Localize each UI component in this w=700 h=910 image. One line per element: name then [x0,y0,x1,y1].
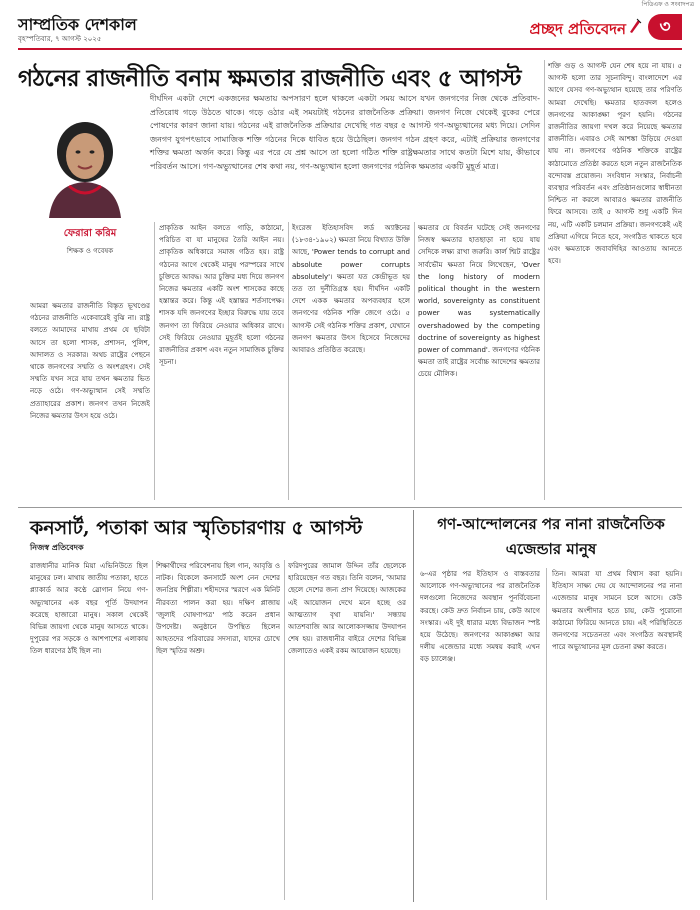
page-number: ৩ [648,14,682,40]
article2-column-3 [288,560,406,900]
column-divider [152,560,153,900]
newspaper-brand[interactable]: সাম্প্রতিক দেশকাল [18,15,137,34]
article2-headline: কনসার্ট, পতাকা আর স্মৃতিচারণায় ৫ আগস্ট [30,517,363,539]
body-text: ফরিদপুরের জামাল উদ্দিন তাঁর ছেলেকে হারিয়েছেন গত বছর। তিনি বলেন, 'আমার ছেলে দেশের জন্য প্রাণ দিয়েছে। আজকের এই আয়োজন দেখে মনে হচ্ছে ওর আত্মত্যাগ বৃথা যায়নি।' সন্ধ্যায় আতশবাজি আর আলোকসজ্জায় উদযাপন শেষ হয়। রাজধানীর বাইরে দেশের বিভিন্ন জেলাতেও একই রকম আয়োজন হয়েছে। [288,562,406,656]
body-text: ইংরেজ ইতিহাসবিদ লর্ড অ্যাক্টনের (১৮৩৪-১৯০২) ক্ষমতা নিয়ে বিখ্যাত উক্তি আছে, 'Power tends to corrupt and absolute power corrupts absolutely'। ক্ষমতা যত কেন্দ্রীভূত হয় তত তা দুর্নীতিগ্রস্ত হয়। দীর্ঘদিন একটি দেশে একক ক্ষমতার অপব্যবহার হলে জনগণের গঠনিক শক্তি জেগে ওঠে। ৫ আগস্ট সেই গঠনিক শক্তির প্রকাশ, যেখানে জনগণ ক্ষমতার উৎস হিসেবে নিজেদের আবারও প্রতিষ্ঠিত করেছে। [292,224,410,355]
body-text: প্রাকৃতিক আইন বলতে গাড়ি, কাঠামো, পরিচিত বা যা মানুষের তৈরি আইন নয়। প্রাকৃতিক অধিকারে সমাজ গঠিত হয়। রাষ্ট্র গঠনের আগে থেকেই মানুষ পরস্পরের সাথে চুক্তিতে আবদ্ধ। আর চুক্তির মধ্য দিয়ে জনগণ নিজের ক্ষমতার একটি অংশ শাসকের কাছে হস্তান্তর করে। কিন্তু এই হস্তান্তর শর্তসাপেক্ষ। শাসক যদি জনগণের ইচ্ছার বিরুদ্ধে যায় তবে জনগণ তা ফিরিয়ে নেওয়ার অধিকার রাখে। সেই ফিরিয়ে নেওয়ার মুহূর্তই হলো গঠনের রাজনীতির প্রকাশ এবং নতুন সামাজিক চুক্তির সূচনা। [159,224,284,367]
article2-byline: নিজস্ব প্রতিবেদক [30,543,84,552]
author-portrait [35,112,135,218]
body-text: তিন। আমরা যা প্রথম বিশ্বাস করা হয়নি। ইতিহাস সাক্ষ্য দেয় যে আন্দোলনের পর নানা এজেন্ডার মানুষ সামনে চলে আসে। কেউ ক্ষমতার অংশীদার হতে চায়, কেউ পুরোনো কাঠামো ফিরিয়ে আনতে চায়। এই পরিস্থিতিতে জনগণের সচেতনতা এবং সংগঠিত অবস্থানই পারে অভ্যুত্থানের মূল চেতনা রক্ষা করতে। [552,570,682,652]
article3-headline: গণ-আন্দোলনের পর নানা রাজনৈতিক এজেন্ডার মানুষ [437,515,665,558]
article1-column-1 [30,300,150,500]
column-divider [544,60,545,500]
dateline: বৃহস্পতিবার, ৭ আগস্ট ২০২৫ [18,35,102,43]
article1-column-2 [159,222,284,500]
article1-right-column [548,60,682,500]
body-text: শক্তি গুড় ও আগস্ট যেন শেষ হয়ে না যায়। ৫ আগস্ট হলো তার সূচনাবিন্দু। বাংলাদেশে এর আগে যেসব গণ-অভ্যুত্থান হয়েছে তার পরিণতি আমরা দেখেছি। ক্ষমতার হাতবদল হলেও জনগণের আকাঙ্ক্ষা পূরণ হয়নি। গঠনের রাজনীতির জায়গা দখল করে নিয়েছে ক্ষমতার রাজনীতি। এবারও সেই আশঙ্কা উড়িয়ে দেওয়া যায় না। জনগণের গঠনিক শক্তিকে রাষ্ট্রের কাঠামোতে প্রতিষ্ঠা করতে হলে নতুন রাজনৈতিক বন্দোবস্ত প্রয়োজন। সংবিধান সংস্কার, নির্বাচনী ব্যবস্থার পরিবর্তন এবং প্রতিষ্ঠানগুলোর স্বাধীনতা নিশ্চিত না করলে আবারও ক্ষমতার রাজনীতি ফিরে আসবে। তাই ৫ আগস্ট শুধু একটি দিন নয়, এটি একটি চলমান প্রক্রিয়া। জনগণকেই এই প্রক্রিয়া এগিয়ে নিতে হবে, সংগঠিত থাকতে হবে এবং ক্ষমতাকে জবাবদিহির আওতায় আনতে হবে। [548,62,682,266]
masthead-rule [18,48,682,50]
article2-column-1 [30,560,148,900]
article3-column-2 [552,568,682,900]
section-divider [18,507,682,508]
body-text: শিক্ষার্থীদের পরিবেশনায় ছিল গান, আবৃত্তি ও নাটক। বিকেলে কনসার্টে অংশ নেন দেশের জনপ্রিয় শিল্পীরা। শহীদদের স্মরণে এক মিনিট নীরবতা পালন করা হয়। দক্ষিণ প্লাজায় 'জুলাই ঘোষণাপত্র' পাঠ করেন প্রধান উপদেষ্টা। অনুষ্ঠানে উপস্থিত ছিলেন আহতদের পরিবারের সদস্যরা, যাদের চোখে ছিল স্মৃতির অশ্রু। [156,562,280,656]
author-role: শিক্ষক ও গবেষক [66,247,114,255]
author-name: ফেরারা করিম [63,228,117,239]
pen-icon [628,18,642,34]
masthead [18,12,682,46]
article1-headline: গঠনের রাজনীতি বনাম ক্ষমতার রাজনীতি এবং ৫ আগস্ট [18,65,521,92]
body-text: আমরা ক্ষমতার রাজনীতি বিস্তৃত ভূখণ্ডের গঠনের রাজনীতি একেবারেই বুঝি না। রাষ্ট্র বলতে আমাদের মাথায় প্রথম যে ছবিটা আসে তা হলো শাসক, প্রশাসন, পুলিশ, আদালত ও সরকার। অথচ রাষ্ট্রের পেছনে থাকে জনগণের সম্মতি ও অংশগ্রহণ। সেই সম্মতি যখন সরে যায় তখন ক্ষমতার ভিত নড়ে ওঠে। গণ-অভ্যুত্থান সেই সম্মতি প্রত্যাহারের প্রকাশ। জনগণ তখন নিজেই নিজের ক্ষমতার উৎস হয়ে ওঠে। [30,302,150,420]
article-divider [413,510,414,902]
article1-lead [150,92,540,210]
corner-text: পিডিএফ ও সংবাদপত্র [641,1,694,8]
column-divider [284,560,285,900]
body-text: ক্ষমতার যে বিবর্তন ঘটেছে সেই জনগণের নিজস্ব ক্ষমতার হাতছাড়া না হয়ে যায় সেদিকে লক্ষ্য রাখা জরুরি। কার্ল শ্মিট রাষ্ট্রের সার্বভৌম ক্ষমতা নিয়ে লিখেছেন, 'Over the long history of modern political thought in the western world, sovereignty as constituent power was systematically overshadowed by the competing doctrine of sovereignty as highest power of command'. জনগণের গঠনিক ক্ষমতা তাই রাষ্ট্রের সর্বোচ্চ আদেশের ক্ষমতার চেয়ে মৌলিক। [418,224,540,379]
column-divider [154,222,155,500]
article1-column-3 [292,222,410,500]
body-text: রাজধানীর মানিক মিয়া এভিনিউতে ছিল মানুষের ঢল। মাথায় জাতীয় পতাকা, হাতে প্ল্যাকার্ড আর কণ্ঠে স্লোগান নিয়ে গণ-অভ্যুত্থানের এক বছর পূর্তি উদযাপন করেছে হাজারো মানুষ। সকাল থেকেই বিভিন্ন জায়গা থেকে মানুষ আসতে থাকে। দুপুরের পর সড়কে ও আশপাশের এলাকায় তিল ধারণের ঠাঁই ছিল না। [30,562,148,656]
article1-column-4 [418,222,540,500]
article2-column-2 [156,560,280,900]
lead-paragraph: দীর্ঘদিন একটা দেশে একজনের ক্ষমতায় অপসারণ হলে থাকলে একটা সময় আসে যখন জনগণের নিজ থেকে প্রতিবাদ-প্রতিরোধ গড়ে উঠতে থাকে। গড়ে ওঠার এই সময়টাই গঠনের রাজনৈতিক প্রক্রিয়া। জনগণ নিজে থেকেই বুকের পেরে পোষণের কারণ জানা যায়। গঠনের এই রাজনৈতিক প্রক্রিয়ার দেখেছি গত বছর ৫ আগস্ট গণ-অভ্যুত্থানের মধ্য দিয়ে। সেদিন জনগণ যুগপৎভাবে সামাজিক শক্তি গঠনের দিকে ধাবিত হয়ে উঠেছিল। জনগণ গঠন গ্রহণ করে, এটাই প্রক্রিয়ার জনগণের শক্তির ক্ষমতা অর্জন করে। কিন্তু এর পরে যে প্রশ্ন আসে তা হলো গঠিত শক্তি রাষ্ট্রক্ষমতার সাথে কতটা মিশে যায়, কীভাবে পরিবর্তন আসে। গণ-অভ্যুত্থানের শেষ কথা নয়, গণ-অভ্যুত্থান হলো জনগণের গঠনিক ক্ষমতার একটি মুহূর্ত মাত্র। [150,94,540,171]
section-title: প্রচ্ছদ প্রতিবেদন [529,20,626,38]
article3-column-1 [420,568,540,900]
column-divider [546,568,547,900]
author-byline [35,226,145,257]
body-text: ৬-এর পৃষ্ঠার পর ইতিহাস ও বাস্তবতার আলোকে গণ-অভ্যুত্থানের পর রাজনৈতিক দলগুলো নিজেদের অবস্থান পুনর্বিবেচনা করছে। কেউ দ্রুত নির্বাচন চায়, কেউ আগে সংস্কার। এই দুই ধারার মধ্যে বিভাজন স্পষ্ট হয়ে উঠেছে। জনগণের আকাঙ্ক্ষা আর দলীয় এজেন্ডার মধ্যে সমন্বয় করাই এখন বড় চ্যালেঞ্জ। [420,570,540,664]
column-divider [288,222,289,500]
top-strip [0,0,700,8]
column-divider [414,222,415,500]
